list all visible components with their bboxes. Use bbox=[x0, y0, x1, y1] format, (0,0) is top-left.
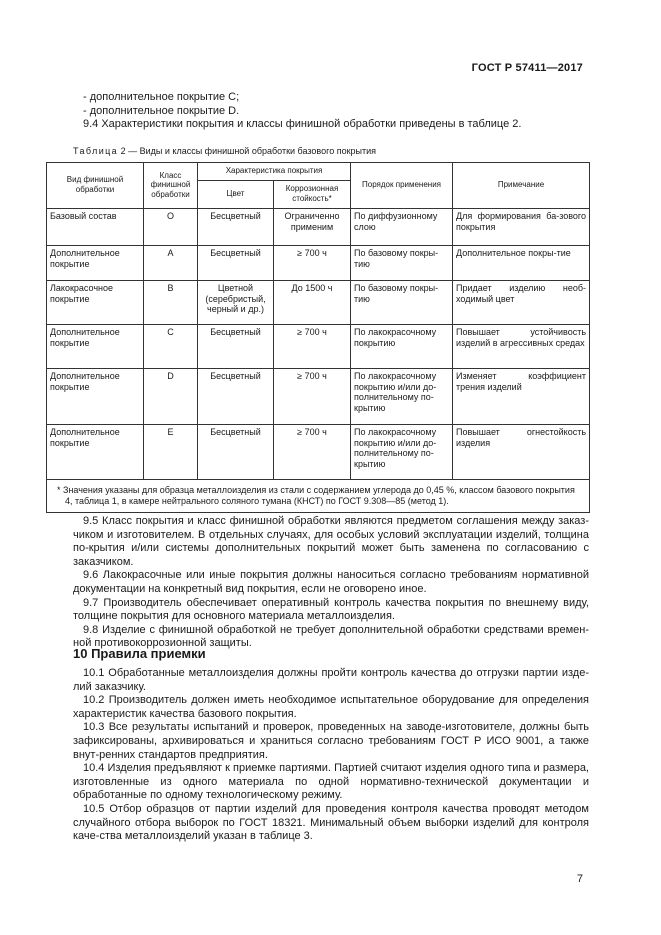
intro-text bbox=[73, 91, 589, 132]
cell-order: По базовому покры-тию bbox=[351, 246, 453, 281]
cell-note: Повышает огнестойкость изделия bbox=[453, 425, 590, 480]
cell-class: D bbox=[144, 369, 198, 425]
cell-class: Е bbox=[144, 425, 198, 480]
table-row bbox=[47, 425, 590, 480]
cell-note: Изменяет коэффициент трения изделий bbox=[453, 369, 590, 425]
paragraph-10-2: 10.2 Производитель должен иметь необходимое испытательное оборудование для определения характеристик качества базового покрытия. bbox=[73, 694, 589, 720]
cell-color: Бесцветный bbox=[198, 369, 274, 425]
list-item: - дополнительное покрытие С; bbox=[83, 91, 240, 103]
header-type: Вид финишной обработки bbox=[47, 163, 144, 209]
paragraph-10-3: 10.3 Все результаты испытаний и проверок, проведенных на заводе-изготовителе, должны быть зафиксированы, архивироваться и храниться согласно требованиям ГОСТ Р ИСО 9001, а также внут-ренних стандартов предприятия. bbox=[73, 721, 589, 761]
table-row bbox=[47, 246, 590, 281]
table-row bbox=[47, 369, 590, 425]
cell-order: По лакокрасочному покрытию и/или до-полнительному по-крытию bbox=[351, 425, 453, 480]
list-item: - дополнительное покрытие D. bbox=[83, 104, 240, 117]
cell-order: По базовому покры-тию bbox=[351, 281, 453, 325]
cell-class: С bbox=[144, 325, 198, 369]
cell-color: Бесцветный bbox=[198, 325, 274, 369]
cell-color: Бесцветный bbox=[198, 209, 274, 246]
coating-table-wrapper bbox=[46, 162, 589, 513]
cell-class: O bbox=[144, 209, 198, 246]
section-10-paragraphs bbox=[73, 667, 589, 844]
header-corrosion: Коррозионная стойкость* bbox=[274, 181, 351, 209]
paragraph-10-4: 10.4 Изделия предъявляют к приемке партиями. Партией считают изделия одного типа и размера, изготовленные из одного материала по одной нормативно-технической документации и обработанные по одному технологическому режиму. bbox=[73, 762, 589, 802]
table-caption-text: — Виды и классы финишной обработки базового покрытия bbox=[125, 146, 377, 156]
paragraph-10-5: 10.5 Отбор образцов от партии изделий для проведения контроля качества проводят методом случайного отбора выборок по ГОСТ 18321. Минимальный объем выборки изделий для контроля каче-ства металлоизделий указан в таблице 3. bbox=[73, 802, 589, 843]
header-characteristics: Характеристика покрытия bbox=[198, 163, 351, 181]
cell-corrosion: ≥ 700 ч bbox=[274, 369, 351, 425]
cell-type: Дополнительное покрытие bbox=[47, 325, 144, 369]
cell-order: По диффузионному слою bbox=[351, 209, 453, 246]
cell-note: Придает изделию необ-ходимый цвет bbox=[453, 281, 590, 325]
table-caption-number: 2 bbox=[120, 146, 126, 156]
header-class: Класс финишной обработки bbox=[144, 163, 198, 209]
paragraph-9-4: 9.4 Характеристики покрытия и классы финишной обработки приведены в таблице 2. bbox=[83, 118, 522, 131]
header-color: Цвет bbox=[198, 181, 274, 209]
paragraph-9-8: 9.8 Изделие с финишной обработкой не требует дополнительной обработки средствами времен-ной противокоррозионной защиты. bbox=[73, 623, 589, 650]
cell-corrosion: До 1500 ч bbox=[274, 281, 351, 325]
paragraph-10-1: 10.1 Обработанные металлоизделия должны пройти контроль качества до отгрузки партии изде-лий заказчику. bbox=[73, 667, 589, 693]
header-note: Примечание bbox=[453, 163, 590, 209]
cell-note: Для формирования ба-зового покрытия bbox=[453, 209, 590, 246]
document-number: ГОСТ Р 57411—2017 bbox=[471, 62, 583, 74]
cell-type: Дополнительное покрытие bbox=[47, 425, 144, 480]
table-footnote-row bbox=[47, 480, 590, 513]
cell-color: Бесцветный bbox=[198, 246, 274, 281]
header-order: Порядок применения bbox=[351, 163, 453, 209]
section-10-title: 10 Правила приемки bbox=[73, 646, 206, 661]
cell-class: В bbox=[144, 281, 198, 325]
table-row bbox=[47, 281, 590, 325]
cell-corrosion: ≥ 700 ч bbox=[274, 325, 351, 369]
table-footnote: * Значения указаны для образца металлоизделия из стали с содержанием углерода до 0,45 %, классом базового покрытия 4, таблица 1, в камере нейтрального соляного тумана (КНСТ) по ГОСТ 9.308—85 (метод 1). bbox=[47, 480, 590, 513]
table-row bbox=[47, 209, 590, 246]
cell-type: Лакокрасочное покрытие bbox=[47, 281, 144, 325]
table-caption-label: Таблица bbox=[73, 146, 119, 156]
cell-type: Дополнительное покрытие bbox=[47, 246, 144, 281]
cell-order: По лакокрасочному покрытию bbox=[351, 325, 453, 369]
table-row bbox=[47, 325, 590, 369]
cell-corrosion: ≥ 700 ч bbox=[274, 246, 351, 281]
cell-order: По лакокрасочному покрытию и/или до-полнительному по-крытию bbox=[351, 369, 453, 425]
cell-type: Дополнительное покрытие bbox=[47, 369, 144, 425]
section-9-paragraphs bbox=[73, 515, 589, 651]
page-number: 7 bbox=[576, 873, 583, 885]
cell-class: А bbox=[144, 246, 198, 281]
cell-color: Бесцветный bbox=[198, 425, 274, 480]
paragraph-9-5: 9.5 Класс покрытия и класс финишной обработки являются предметом соглашения между заказ-чиком и изготовителем. В отдельных случаях, для особых условий эксплуатации изделий, толщина по-крытия и/или системы дополнительных покрытий может быть заменена по согласованию с заказчиком. bbox=[73, 515, 589, 568]
paragraph-9-7: 9.7 Производитель обеспечивает оперативный контроль качества покрытия по внешнему виду, толщине покрытия для основного материала металлоизделия. bbox=[73, 596, 589, 623]
cell-note: Дополнительное покры-тие bbox=[453, 246, 590, 281]
cell-color: Цветной (серебристый, черный и др.) bbox=[198, 281, 274, 325]
paragraph-9-6: 9.6 Лакокрасочные или иные покрытия должны наноситься согласно требованиям нормативной документации на конкретный вид покрытия, если не оговорено иное. bbox=[73, 569, 589, 595]
coating-table bbox=[46, 162, 590, 513]
cell-note: Повышает устойчивость изделий в агрессивных средах bbox=[453, 325, 590, 369]
cell-corrosion: Ограниченно применим bbox=[274, 209, 351, 246]
cell-corrosion: ≥ 700 ч bbox=[274, 425, 351, 480]
cell-type: Базовый состав bbox=[47, 209, 144, 246]
table-caption bbox=[73, 146, 376, 157]
